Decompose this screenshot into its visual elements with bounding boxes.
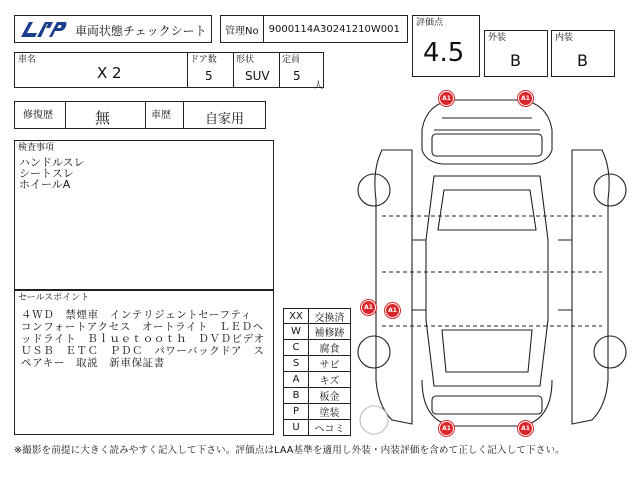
mgmt-label: 管理No: [221, 16, 264, 42]
interior-grade-label: 内装: [555, 33, 574, 43]
damage-marker: A1: [518, 91, 533, 106]
doors-label: ドア数: [190, 55, 217, 65]
legend-meaning: 板金: [319, 392, 340, 403]
legend-meaning: 腐食: [319, 344, 340, 355]
name-label: 車名: [18, 55, 37, 65]
overall-grade-value: 4.5: [423, 38, 465, 68]
usage-label: 車歴: [151, 110, 171, 121]
lap-logo: [19, 19, 67, 39]
repair-label: 修復歴: [23, 110, 53, 121]
inspection-notes: [14, 140, 274, 290]
legend-code: S: [284, 356, 309, 371]
repair-history: [14, 101, 266, 129]
inspection-item: シートスレ: [19, 167, 74, 180]
overall-grade: [412, 15, 480, 77]
shape-label: 形状: [236, 55, 255, 65]
mgmt-value: 9000114A30241210W001: [268, 23, 400, 35]
interior-grade-value: B: [577, 51, 588, 70]
legend-code: A: [284, 372, 309, 387]
divider: [65, 102, 66, 128]
damage-legend: [283, 308, 351, 436]
sales-points: [14, 290, 274, 435]
legend-meaning: キズ: [319, 376, 340, 387]
legend-row: [283, 372, 351, 388]
exterior-grade-label: 外装: [488, 33, 507, 43]
doors-value: 5: [205, 69, 213, 83]
legend-code: P: [284, 404, 309, 419]
legend-meaning: 補修跡: [314, 328, 345, 339]
legend-code: C: [284, 340, 309, 355]
repair-value: 無: [95, 109, 111, 127]
legend-row: [283, 356, 351, 372]
sheet-title: 車両状態チェックシート: [75, 24, 207, 38]
inspection-item: ホイールA: [19, 178, 71, 191]
damage-marker: A1: [385, 303, 400, 318]
legend-row: [283, 324, 351, 340]
legend-code: W: [284, 324, 309, 339]
legend-row: [283, 420, 351, 436]
legend-code: B: [284, 388, 309, 403]
damage-marker: A1: [518, 421, 533, 436]
damage-marker: A1: [439, 91, 454, 106]
damage-marker: A1: [439, 421, 454, 436]
capacity-label: 定員: [282, 55, 301, 65]
exterior-grade: [484, 30, 548, 77]
legend-row: [283, 388, 351, 404]
interior-grade: [551, 30, 615, 77]
usage-value: 自家用: [205, 112, 245, 127]
title-block: [14, 15, 212, 43]
divider: [233, 53, 234, 87]
divider: [145, 102, 146, 128]
sales-label: セールスポイント: [18, 293, 90, 303]
legend-meaning: ヘコミ: [314, 424, 345, 435]
car-name: X 2: [97, 64, 122, 82]
footer-note: ※撮影を前提に大きく読みやすく記入して下さい。評価点はLAA基準を適用し外装・内装評価を含めて正しく記入して下さい。: [14, 445, 565, 456]
overall-grade-label: 評価点: [416, 18, 444, 28]
legend-row: [283, 404, 351, 420]
legend-row: [283, 308, 351, 324]
legend-meaning: サビ: [319, 360, 340, 371]
legend-meaning: 交換済: [314, 312, 345, 324]
divider: [187, 53, 188, 87]
inspection-item: ハンドルスレ: [19, 156, 85, 169]
legend-meaning: 塗装: [319, 408, 340, 419]
capacity-value: 5: [293, 69, 301, 83]
legend-code: U: [284, 420, 309, 435]
sales-text: ４ＷＤ 禁煙車 インテリジェントセーフティ コンフォートアクセス オートライト ＬＥＤヘッドライト Ｂｌｕｅｔｏｏｔｈ ＤＶＤビデオ ＵＳＢ ＥＴＣ ＰＤＣ パワーバックドア スペアキー 取説 新車保証書: [21, 309, 276, 369]
exterior-grade-value: B: [510, 51, 521, 70]
capacity-unit: 人: [314, 81, 324, 91]
management-number: [220, 15, 408, 43]
inspection-label: 検査事項: [18, 143, 55, 153]
legend-row: [283, 340, 351, 356]
vehicle-info: [14, 52, 324, 91]
car-damage-diagram: [352, 90, 632, 440]
legend-code: XX: [284, 309, 309, 323]
shape-value: SUV: [245, 69, 270, 83]
divider: [279, 53, 280, 87]
damage-marker: A1: [361, 300, 376, 315]
divider: [183, 102, 184, 128]
